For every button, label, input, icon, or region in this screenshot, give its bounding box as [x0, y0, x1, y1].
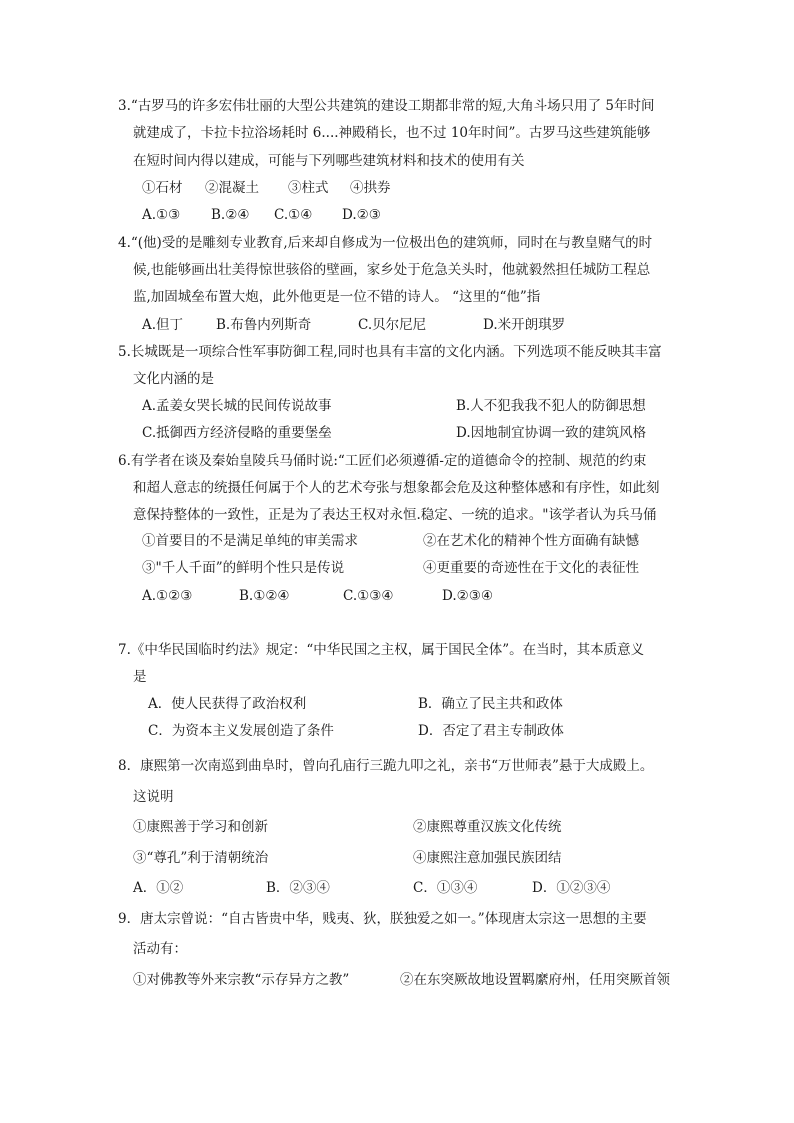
q3-choice-c: C.①④ — [274, 207, 313, 223]
q6-line2: 和超人意志的统摄任何属于个人的艺术夸张与想象都会危及这种整体感和有序性，如此刻 — [133, 480, 660, 496]
q5-line1: 5.长城既是一项综合性军事防御工程,同时也具有丰富的文化内涵。下列选项不能反映其丰富 — [118, 344, 662, 360]
q4-choice-c: C.贝尔尼尼 — [358, 317, 427, 333]
q8-choice-a: A．①② — [133, 880, 184, 896]
q8-item-2: ②康熙尊重汉族文化传统 — [413, 819, 562, 835]
q6-choice-b: B.①②④ — [239, 588, 290, 604]
q6-item-4: ④更重要的奇迹性在于文化的表征性 — [423, 560, 639, 576]
q7-line1: 7.《中华民国临时约法》规定：“中华民国之主权，属于国民全体”。在当时，其本质意义 — [118, 642, 645, 658]
q3-item-3: ③柱式 — [288, 180, 329, 196]
q3-choice-d: D.②③ — [342, 207, 381, 223]
q9-item-2: ②在东突厥故地设置羁縻府州，任用突厥首领 — [400, 972, 670, 988]
q4-line2: 候,也能够画出壮美得惊世骇俗的壁画，家乡处于危急关头时，他就毅然担任城防工程总 — [133, 262, 651, 278]
q3-line1: 3.“古罗马的许多宏伟壮丽的大型公共建筑的建设工期都非常的短,大角斗场只用了 5年时间 — [118, 98, 655, 114]
q7-choice-a: A．使人民获得了政治权利 — [148, 696, 307, 712]
q6-line3: 意保持整体的一致性，正是为了表达王权对永恒.稳定、一统的追求。"该学者认为兵马俑 — [133, 507, 657, 523]
q3-item-1: ①石材 — [142, 180, 183, 196]
q3-choice-a: A.①③ — [142, 207, 181, 223]
q3-item-2: ②混凝土 — [205, 180, 259, 196]
q8-line1: 8．康熙第一次南巡到曲阜时，曾向孔庙行三跪九叩之礼，亲书“万世师表”悬于大成殿上。 — [118, 758, 654, 774]
q6-item-1: ①首要目的不是满足单纯的审美需求 — [142, 533, 358, 549]
q8-choice-b: B．②③④ — [266, 880, 330, 896]
q5-line2: 文化内涵的是 — [133, 371, 214, 387]
q9-line1: 9．唐太宗曾说：“自古皆贵中华，贱夷、狄，朕独爱之如一。”体现唐太宗这一思想的主要 — [118, 911, 647, 927]
q7-line2: 是 — [133, 669, 147, 685]
q6-item-3: ③"千人千面”的鲜明个性只是传说 — [142, 560, 345, 576]
q3-choice-b: B.②④ — [211, 207, 250, 223]
q8-item-3: ③“尊孔”利于清朝统治 — [133, 850, 269, 866]
q7-choice-c: C．为资本主义发展创造了条件 — [148, 723, 334, 739]
q5-choice-a: A.孟姜女哭长城的民间传说故事 — [142, 398, 332, 414]
q5-choice-c: C.抵御西方经济侵略的重要堡垒 — [142, 425, 332, 441]
q6-choice-d: D.②③④ — [442, 588, 493, 604]
q9-item-1: ①对佛教等外来宗教“示存异方之教” — [133, 972, 350, 988]
q7-choice-b: B．确立了民主共和政体 — [418, 696, 563, 712]
q5-choice-b: B.人不犯我我不犯人的防御思想 — [456, 398, 646, 414]
q3-item-4: ④拱券 — [350, 180, 391, 196]
q4-choice-a: A.但丁 — [142, 317, 184, 333]
q7-choice-d: D．否定了君主专制政体 — [418, 723, 564, 739]
q5-choice-d: D.因地制宜协调一致的建筑风格 — [456, 425, 647, 441]
q6-line1: 6.有学者在谈及秦始皇陵兵马俑时说:“工匠们必须遵循-定的道德命令的控制、规范的约束 — [118, 453, 647, 469]
q3-line2: 就建成了，卡拉卡拉浴场耗时 6....神殿稍长，也不过 10年时间”。古罗马这些建筑能够 — [133, 125, 651, 141]
q6-choice-c: C.①③④ — [343, 588, 394, 604]
q4-line3: 监,加固城垒布置大炮，此外他更是一位不错的诗人。 “这里的“他”指 — [133, 289, 541, 305]
q6-item-2: ②在艺术化的精神个性方面确有缺憾 — [423, 533, 639, 549]
q6-choice-a: A.①②③ — [142, 588, 193, 604]
q9-line2: 活动有： — [133, 941, 187, 957]
q8-choice-c: C．①③④ — [413, 880, 478, 896]
q8-item-4: ④康熙注意加强民族团结 — [413, 850, 562, 866]
q8-line2: 这说明 — [133, 789, 174, 805]
q8-choice-d: D．①②③④ — [532, 880, 611, 896]
q4-choice-d: D.米开朗琪罗 — [483, 317, 566, 333]
q4-line1: 4.“(他)受的是雕刻专业教育,后来却自修成为一位极出色的建筑师，同时在与教皇赌气的时 — [118, 235, 653, 251]
q4-choice-b: B.布鲁内列斯奇 — [216, 317, 312, 333]
q8-item-1: ①康熙善于学习和创新 — [133, 819, 268, 835]
q3-line3: 在短时间内得以建成，可能与下列哪些建筑材料和技术的使用有关 — [133, 153, 525, 169]
